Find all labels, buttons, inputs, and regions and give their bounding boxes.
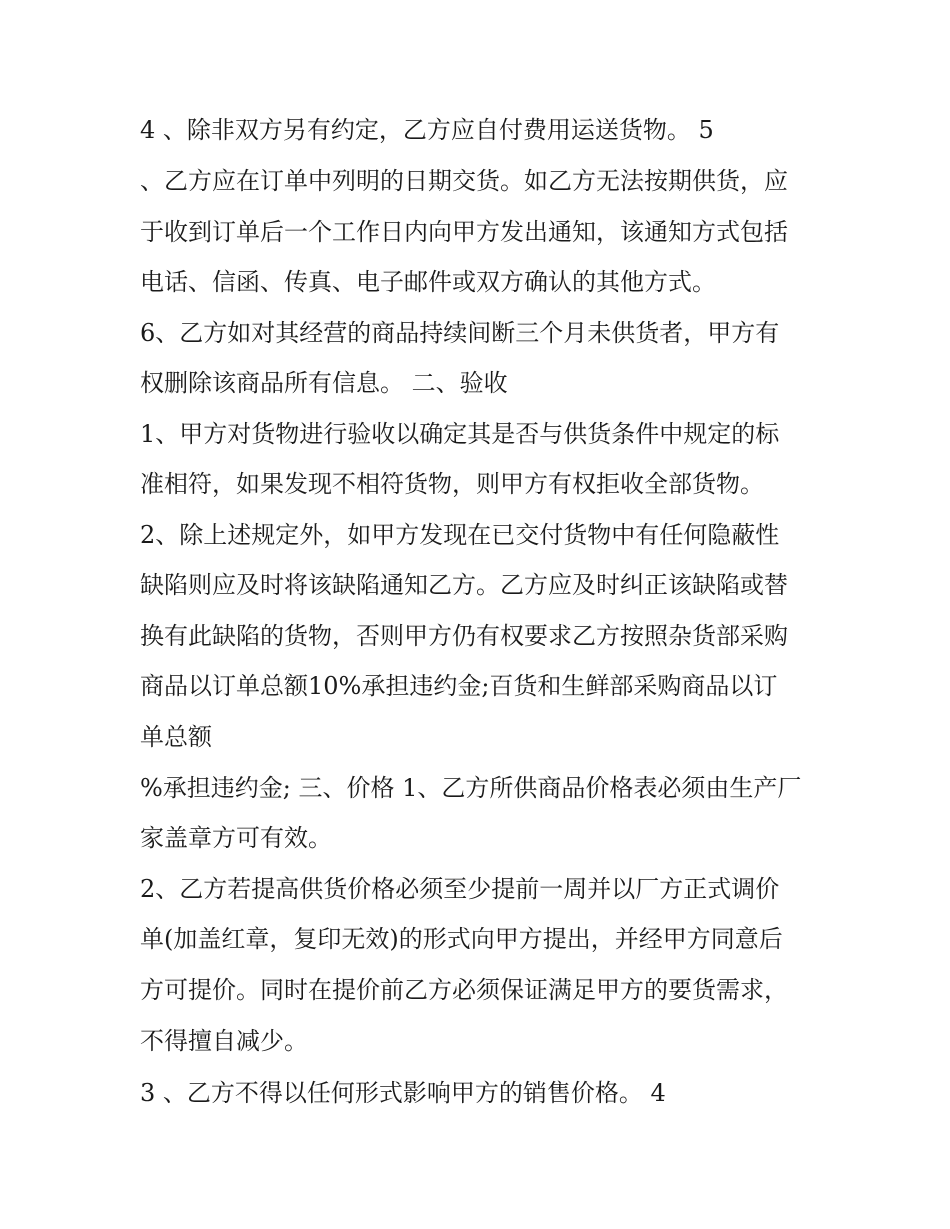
text-line-4: 电话、信函、传真、电子邮件或双方确认的其他方式。 [140, 268, 716, 296]
text-line-13: 单总额 [140, 723, 212, 751]
text-line-8: 准相符，如果发现不相符货物，则甲方有权拒收全部货物。 [140, 470, 764, 498]
text-line-18: 方可提价。同时在提价前乙方必须保证满足甲方的要货需求， [140, 976, 788, 1004]
text-line-12: 商品以订单总额10%承担违约金;百货和生鲜部采购商品以订 [140, 672, 778, 700]
text-line-6: 权删除该商品所有信息。 二、验收 [140, 369, 508, 397]
text-line-7: 1、甲方对货物进行验收以确定其是否与供货条件中规定的标 [140, 420, 780, 448]
text-line-17: 单(加盖红章，复印无效)的形式向甲方提出，并经甲方同意后 [140, 925, 783, 953]
text-line-20: 3 、乙方不得以任何形式影响甲方的销售价格。 4 [140, 1079, 666, 1107]
text-line-10: 缺陷则应及时将该缺陷通知乙方。乙方应及时纠正该缺陷或替 [140, 571, 788, 599]
text-line-15: 家盖章方可有效。 [140, 824, 332, 852]
text-line-14: %承担违约金; 三、价格 1、乙方所供商品价格表必须由生产厂 [140, 774, 802, 802]
text-line-16: 2、乙方若提高供货价格必须至少提前一周并以厂方正式调价 [140, 875, 780, 903]
text-line-3: 于收到订单后一个工作日内向甲方发出通知，该通知方式包括 [140, 218, 788, 246]
text-line-9: 2、除上述规定外，如甲方发现在已交付货物中有任何隐蔽性 [140, 521, 780, 549]
text-line-2: 、乙方应在订单中列明的日期交货。如乙方无法按期供货，应 [140, 167, 788, 195]
text-line-19: 不得擅自减少。 [140, 1027, 308, 1055]
text-line-1: 4 、除非双方另有约定，乙方应自付费用运送货物。 5 [140, 116, 714, 144]
text-line-5: 6、乙方如对其经营的商品持续间断三个月未供货者，甲方有 [140, 319, 780, 347]
text-line-11: 换有此缺陷的货物，否则甲方仍有权要求乙方按照杂货部采购 [140, 622, 788, 650]
